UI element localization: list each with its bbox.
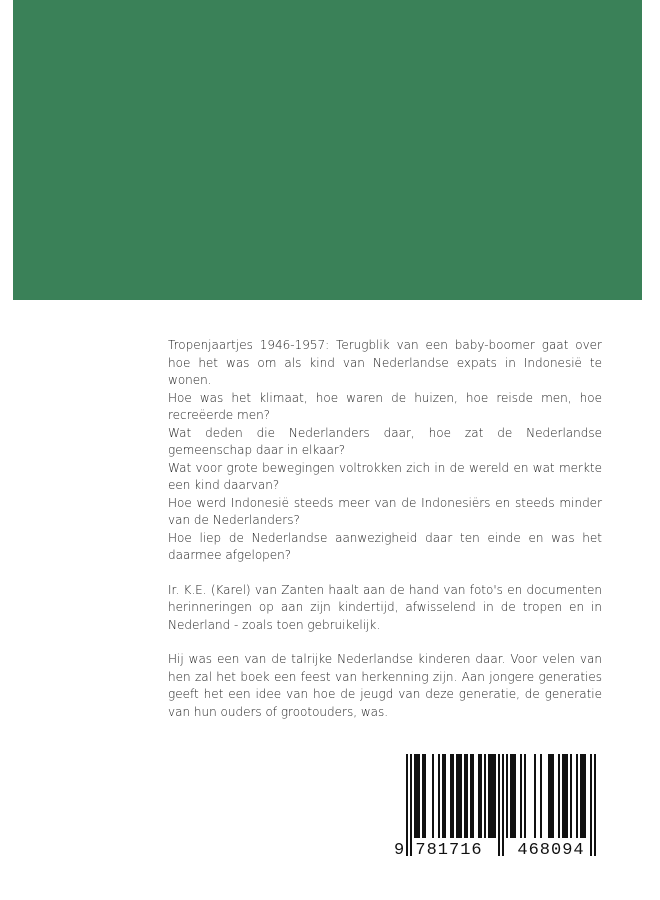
barcode-bar: [406, 754, 408, 856]
isbn-barcode: [394, 754, 604, 859]
barcode-bar: [566, 754, 568, 838]
barcode-graphic: [394, 754, 604, 859]
barcode-bar: [582, 754, 584, 838]
barcode-left-digits: 781716: [415, 841, 483, 859]
barcode-bar: [470, 754, 472, 838]
barcode-bar: [584, 754, 586, 838]
barcode-bar: [466, 754, 468, 838]
barcode-bar: [458, 754, 460, 838]
barcode-bar: [460, 754, 462, 838]
barcode-right-digits: 468094: [517, 841, 585, 859]
barcode-bar: [438, 754, 440, 838]
barcode-bar: [488, 754, 490, 838]
barcode-bar: [502, 754, 504, 856]
blurb-line: Hoe werd Indonesië steeds meer van de Indonesiërs en steeds minder van de Nederlanders?: [168, 495, 602, 527]
barcode-bar: [450, 754, 452, 838]
barcode-bar: [558, 754, 560, 838]
barcode-bar: [492, 754, 494, 838]
blurb-line: Wat deden die Nederlanders daar, hoe zat de Nederlandse gemeenschap daar in elkaar?: [168, 425, 602, 457]
barcode-bar: [418, 754, 420, 838]
barcode-bar: [594, 754, 596, 856]
barcode-bar: [432, 754, 434, 838]
cover-color-block: [13, 0, 642, 300]
barcode-bar: [506, 754, 508, 838]
barcode-bar: [442, 754, 444, 838]
closing-paragraph: Hij was een van de talrijke Nederlandse kinderen daar. Voor velen van hen zal het boek een feest van herkenning zijn. Aan jongere generaties geeft het een idee van hoe de jeugd van deze generatie, de generatie van hun ouders of grootouders, was.: [168, 652, 602, 719]
barcode-bar: [490, 754, 492, 838]
barcode-bar: [514, 754, 516, 838]
barcode-bar: [512, 754, 514, 838]
barcode-bar: [414, 754, 416, 838]
barcode-bar: [510, 754, 512, 838]
blurb-line: Wat voor grote bewegingen voltrokken zich in de wereld en wat merkte een kind daarvan?: [168, 460, 602, 492]
barcode-bar: [524, 754, 526, 838]
barcode-bar: [552, 754, 554, 838]
barcode-bar: [550, 754, 552, 838]
barcode-bar: [564, 754, 566, 838]
barcode-bar: [494, 754, 496, 838]
barcode-bar: [464, 754, 466, 838]
barcode-bar: [562, 754, 564, 838]
barcode-bar: [472, 754, 474, 838]
barcode-first-digit: 9: [394, 841, 405, 859]
barcode-bar: [478, 754, 480, 838]
barcode-bar: [520, 754, 522, 838]
barcode-bar: [452, 754, 454, 838]
blurb-line: Hoe liep de Nederlandse aanwezigheid daar ten einde en was het daarmee afgelopen?: [168, 530, 602, 562]
author-paragraph: Ir. K.E. (Karel) van Zanten haalt aan de hand van foto's en documenten herinneringen op aan zijn kindertijd, afwisselend in de tropen en in Nederland - zoals toen gebruikelijk.: [168, 582, 602, 632]
blurb-line: Tropenjaartjes 1946-1957: Terugblik van een baby-boomer gaat over hoe het was om als kind van Nederlandse expats in Indonesië te wonen.: [168, 338, 602, 387]
barcode-bar: [456, 754, 458, 838]
barcode-bar: [410, 754, 412, 856]
barcode-bar: [570, 754, 572, 838]
barcode-bar: [576, 754, 578, 838]
barcode-bar: [424, 754, 426, 838]
barcode-bar: [534, 754, 536, 838]
barcode-bar: [548, 754, 550, 838]
barcode-bar: [590, 754, 592, 856]
barcode-bar: [422, 754, 424, 838]
barcode-bar: [484, 754, 486, 838]
barcode-bar: [444, 754, 446, 838]
barcode-bar: [580, 754, 582, 838]
barcode-bar: [480, 754, 482, 838]
back-cover-blurb: [168, 337, 602, 721]
barcode-bar: [540, 754, 542, 838]
barcode-bar: [498, 754, 500, 856]
barcode-bar: [416, 754, 418, 838]
blurb-line: Hoe was het klimaat, hoe waren de huizen, hoe reisde men, hoe recreëerde men?: [168, 390, 602, 422]
